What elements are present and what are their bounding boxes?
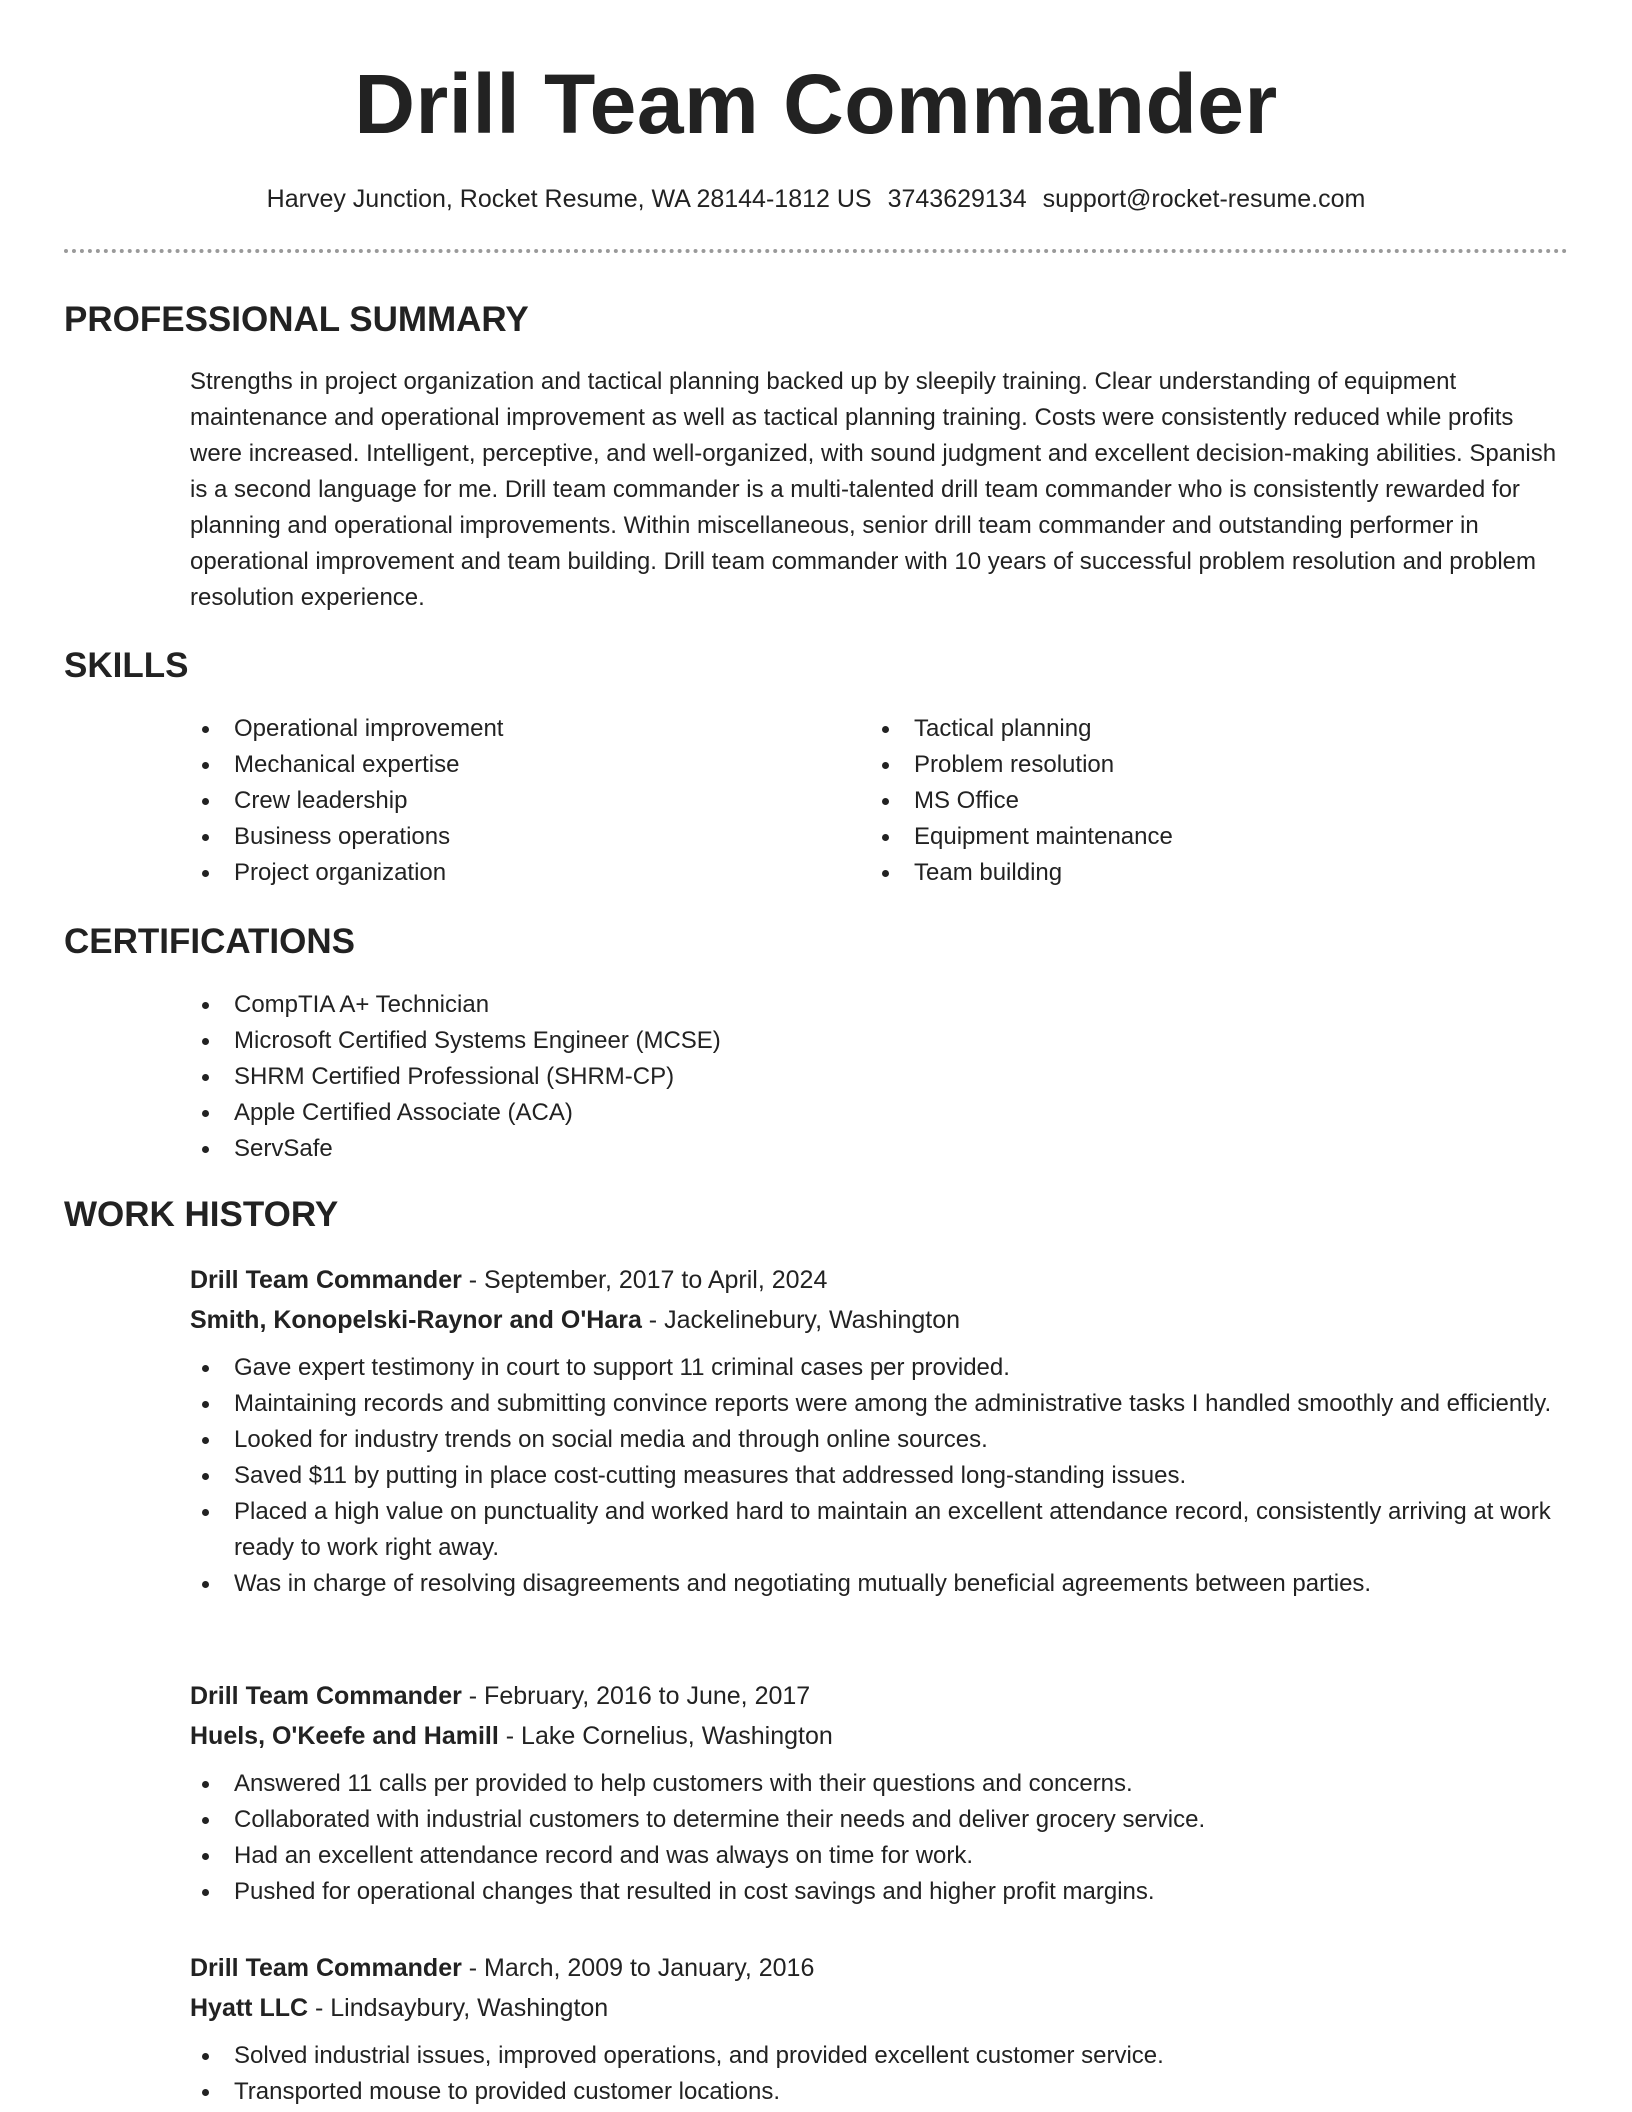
summary-heading: PROFESSIONAL SUMMARY — [64, 300, 529, 339]
job-company-line — [190, 1716, 1570, 1756]
skill-item: MS Office — [870, 783, 1510, 819]
skill-item: Business operations — [190, 819, 830, 855]
contact-line — [64, 184, 1568, 214]
job-duties-list — [190, 2038, 1570, 2110]
job-role: Drill Team Commander — [190, 1682, 462, 1710]
job-entry — [190, 1676, 1570, 1910]
job-duty: Answered 11 calls per provided to help customers with their questions and concerns. — [190, 1766, 1570, 1802]
job-dates: - March, 2009 to January, 2016 — [461, 1954, 815, 1982]
job-duty: Had an excellent attendance record and was always on time for work. — [190, 1838, 1570, 1874]
skill-item: Team building — [870, 855, 1510, 891]
skill-item: Equipment maintenance — [870, 819, 1510, 855]
job-duty: Was in charge of resolving disagreements and negotiating mutually beneficial agreements between parties. — [190, 1566, 1570, 1602]
resume-page — [64, 0, 1568, 2105]
contact-address: Harvey Junction, Rocket Resume, WA 28144-1812 US — [266, 185, 872, 213]
job-duty: Gave expert testimony in court to support 11 criminal cases per provided. — [190, 1350, 1570, 1386]
certifications-list — [190, 987, 1490, 1167]
job-duty: Pushed for operational changes that resulted in cost savings and higher profit margins. — [190, 1874, 1570, 1910]
skills-heading: SKILLS — [64, 646, 189, 685]
job-duty: Saved $11 by putting in place cost-cutting measures that addressed long-standing issues. — [190, 1458, 1570, 1494]
job-title-line — [190, 1260, 1570, 1300]
certification-item: Microsoft Certified Systems Engineer (MCSE) — [190, 1023, 1490, 1059]
skills-list-left — [190, 711, 830, 891]
skill-item: Project organization — [190, 855, 830, 891]
job-title-line — [190, 1948, 1570, 1988]
job-duty: Maintaining records and submitting convince reports were among the administrative tasks I handled smoothly and efficiently. — [190, 1386, 1570, 1422]
resume-name: Drill Team Commander — [354, 57, 1278, 151]
work-history-heading: WORK HISTORY — [64, 1195, 339, 1234]
job-company-line — [190, 1988, 1570, 2028]
job-company: Smith, Konopelski-Raynor and O'Hara — [190, 1306, 642, 1334]
job-dates: - February, 2016 to June, 2017 — [461, 1682, 811, 1710]
job-company-line — [190, 1300, 1570, 1340]
skills-list-right — [870, 711, 1510, 891]
job-entry — [190, 1948, 1570, 2110]
job-company: Huels, O'Keefe and Hamill — [190, 1722, 499, 1750]
job-duty: Looked for industry trends on social media and through online sources. — [190, 1422, 1570, 1458]
skill-item: Tactical planning — [870, 711, 1510, 747]
job-location: - Lake Cornelius, Washington — [498, 1722, 833, 1750]
contact-email: support@rocket-resume.com — [1042, 185, 1366, 213]
job-duty: Placed a high value on punctuality and worked hard to maintain an excellent attendance record, consistently arriving at work ready to work right away. — [190, 1494, 1570, 1566]
skill-item: Problem resolution — [870, 747, 1510, 783]
certification-item: Apple Certified Associate (ACA) — [190, 1095, 1490, 1131]
job-entry — [190, 1260, 1570, 1602]
job-duty: Transported mouse to provided customer locations. — [190, 2074, 1570, 2110]
certification-item: SHRM Certified Professional (SHRM-CP) — [190, 1059, 1490, 1095]
certifications-heading: CERTIFICATIONS — [64, 922, 356, 961]
job-duty: Collaborated with industrial customers to determine their needs and deliver grocery service. — [190, 1802, 1570, 1838]
job-location: - Lindsaybury, Washington — [308, 1994, 609, 2022]
contact-phone: 3743629134 — [887, 185, 1027, 213]
job-role: Drill Team Commander — [190, 1266, 462, 1294]
header-divider — [64, 249, 1568, 253]
summary-text: Strengths in project organization and tactical planning backed up by sleepily training. Clear understanding of equipment maintenance and operational improvement as well as tactical planning training. Costs were consistently reduced while profits were increased. Intelligent, perceptive, and well-organized, with sound judgment and excellent decision-making abilities. Spanish is a second language for me. Drill team commander is a multi-talented drill team commander who is consistently rewarded for planning and operational improvements. Within miscellaneous, senior drill team commander and outstanding performer in operational improvement and team building. Drill team commander with 10 years of successful problem resolution and problem resolution experience. — [190, 368, 1557, 611]
skill-item: Crew leadership — [190, 783, 830, 819]
job-title-line — [190, 1676, 1570, 1716]
skill-item: Operational improvement — [190, 711, 830, 747]
job-duties-list — [190, 1350, 1570, 1602]
job-location: - Jackelinebury, Washington — [641, 1306, 961, 1334]
job-duties-list — [190, 1766, 1570, 1910]
job-company: Hyatt LLC — [190, 1994, 309, 2022]
job-dates: - September, 2017 to April, 2024 — [461, 1266, 828, 1294]
job-duty: Solved industrial issues, improved operations, and provided excellent customer service. — [190, 2038, 1570, 2074]
job-role: Drill Team Commander — [190, 1954, 462, 1982]
certification-item: ServSafe — [190, 1131, 1490, 1167]
certification-item: CompTIA A+ Technician — [190, 987, 1490, 1023]
skill-item: Mechanical expertise — [190, 747, 830, 783]
